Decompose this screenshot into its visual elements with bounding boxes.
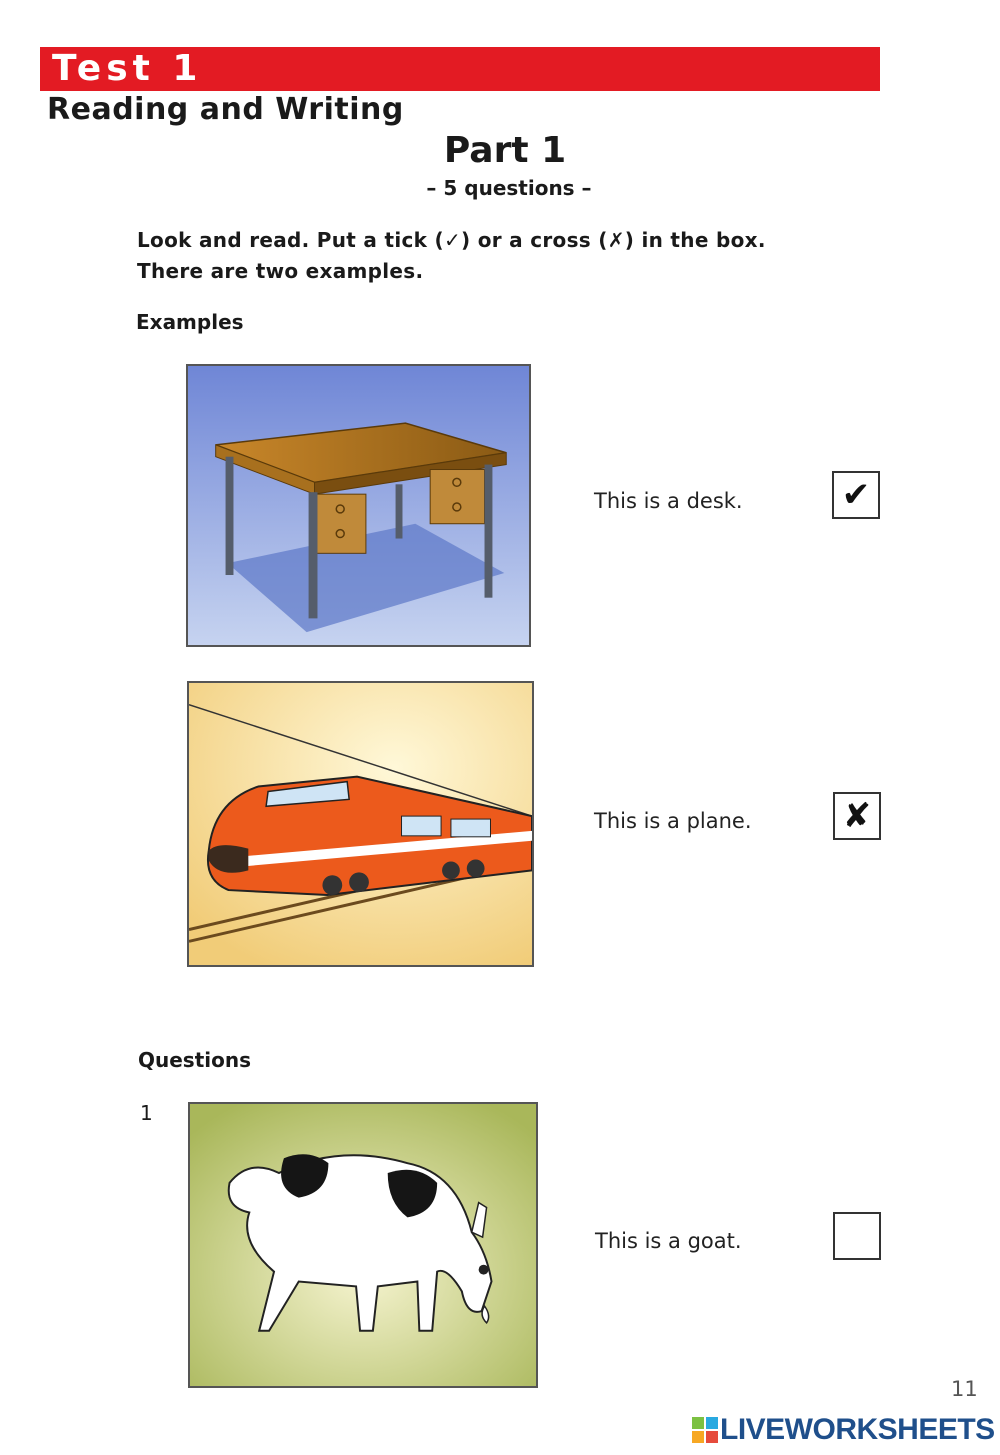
instruction-line-1: Look and read. Put a tick (✓) or a cross (✗) in the box. bbox=[137, 228, 766, 252]
questions-heading: Questions bbox=[138, 1048, 252, 1072]
desk-picture bbox=[186, 364, 531, 647]
train-picture bbox=[187, 681, 534, 967]
test-banner bbox=[40, 47, 880, 91]
tick-mark-icon: ✔ bbox=[841, 475, 871, 515]
liveworksheets-mark-icon bbox=[692, 1417, 718, 1443]
example-1-sentence: This is a desk. bbox=[594, 489, 743, 513]
part-title: Part 1 bbox=[443, 130, 567, 171]
brand-name: LIVEWORKSHEETS bbox=[720, 1413, 995, 1446]
example-2-answer-box bbox=[833, 792, 881, 840]
goat-picture bbox=[188, 1102, 538, 1388]
section-title: Reading and Writing bbox=[47, 92, 404, 127]
question-count: – 5 questions – bbox=[426, 176, 592, 200]
question-1-answer-box[interactable] bbox=[833, 1212, 881, 1260]
page-number: 11 bbox=[951, 1377, 978, 1401]
test-label: Test 1 bbox=[52, 48, 203, 89]
liveworksheets-logo[interactable] bbox=[692, 1413, 995, 1447]
examples-heading: Examples bbox=[136, 310, 244, 334]
example-1-answer-box bbox=[832, 471, 880, 519]
instruction-line-2: There are two examples. bbox=[137, 259, 424, 283]
cross-mark-icon: ✘ bbox=[842, 796, 872, 836]
example-2-sentence: This is a plane. bbox=[594, 809, 752, 833]
question-1-sentence: This is a goat. bbox=[595, 1229, 742, 1253]
question-number: 1 bbox=[140, 1101, 153, 1125]
